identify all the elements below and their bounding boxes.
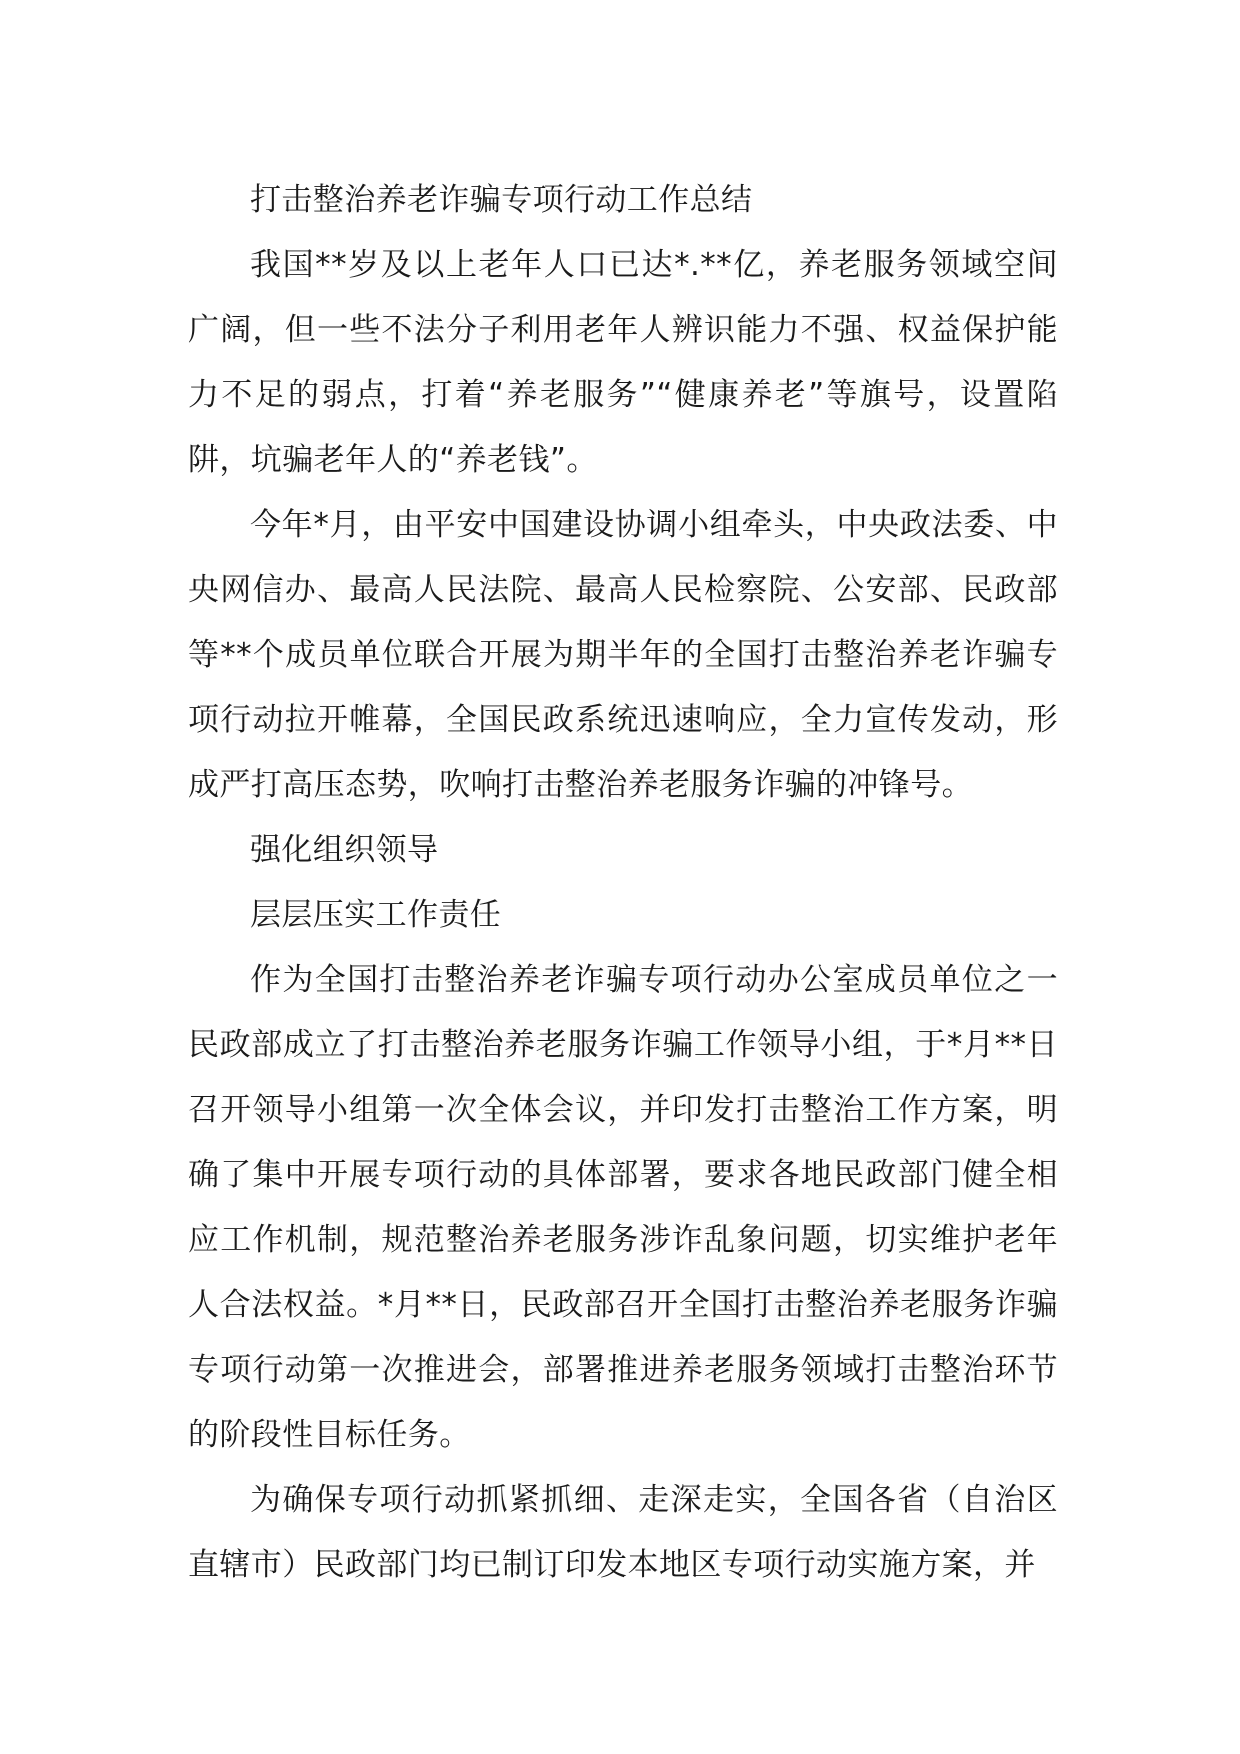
- paragraph-intro: 我国**岁及以上老年人口已达*.**亿，养老服务领域空间广阔，但一些不法分子利用老年人辨识能力不强、权益保护能力不足的弱点，打着“养老服务”“健康养老”等旗号，设置陷阱，坑骗老年人的“养老钱”。: [188, 247, 1058, 478]
- paragraph-launch: 今年*月，由平安中国建设协调小组牵头，中央政法委、中央网信办、最高人民法院、最高人民检察院、公安部、民政部等**个成员单位联合开展为期半年的全国打击整治养老诈骗专项行动拉开帷幕，全国民政系统迅速响应，全力宣传发动，形成严打高压态势，吹响打击整治养老服务诈骗的冲锋号。: [188, 507, 1058, 803]
- paragraph-provinces: 为确保专项行动抓紧抓细、走深走实，全国各省（自治区直辖市）民政部门均已制订印发本地区专项行动实施方案，并: [188, 1482, 1058, 1583]
- document-title: 打击整治养老诈骗专项行动工作总结: [250, 182, 753, 218]
- paragraph-ministry: 作为全国打击整治养老诈骗专项行动办公室成员单位之一民政部成立了打击整治养老服务诈骗工作领导小组，于*月**日召开领导小组第一次全体会议，并印发打击整治工作方案，明确了集中开展专项行动的具体部署，要求各地民政部门健全相应工作机制，规范整治养老服务涉诈乱象问题，切实维护老年人合法权益。*月**日，民政部召开全国打击整治养老服务诈骗专项行动第一次推进会，部署推进养老服务领域打击整治环节的阶段性目标任务。: [188, 962, 1058, 1453]
- section-heading-leadership: 强化组织领导: [250, 832, 439, 868]
- section-heading-responsibility: 层层压实工作责任: [250, 897, 502, 933]
- document-page: [188, 168, 1058, 1598]
